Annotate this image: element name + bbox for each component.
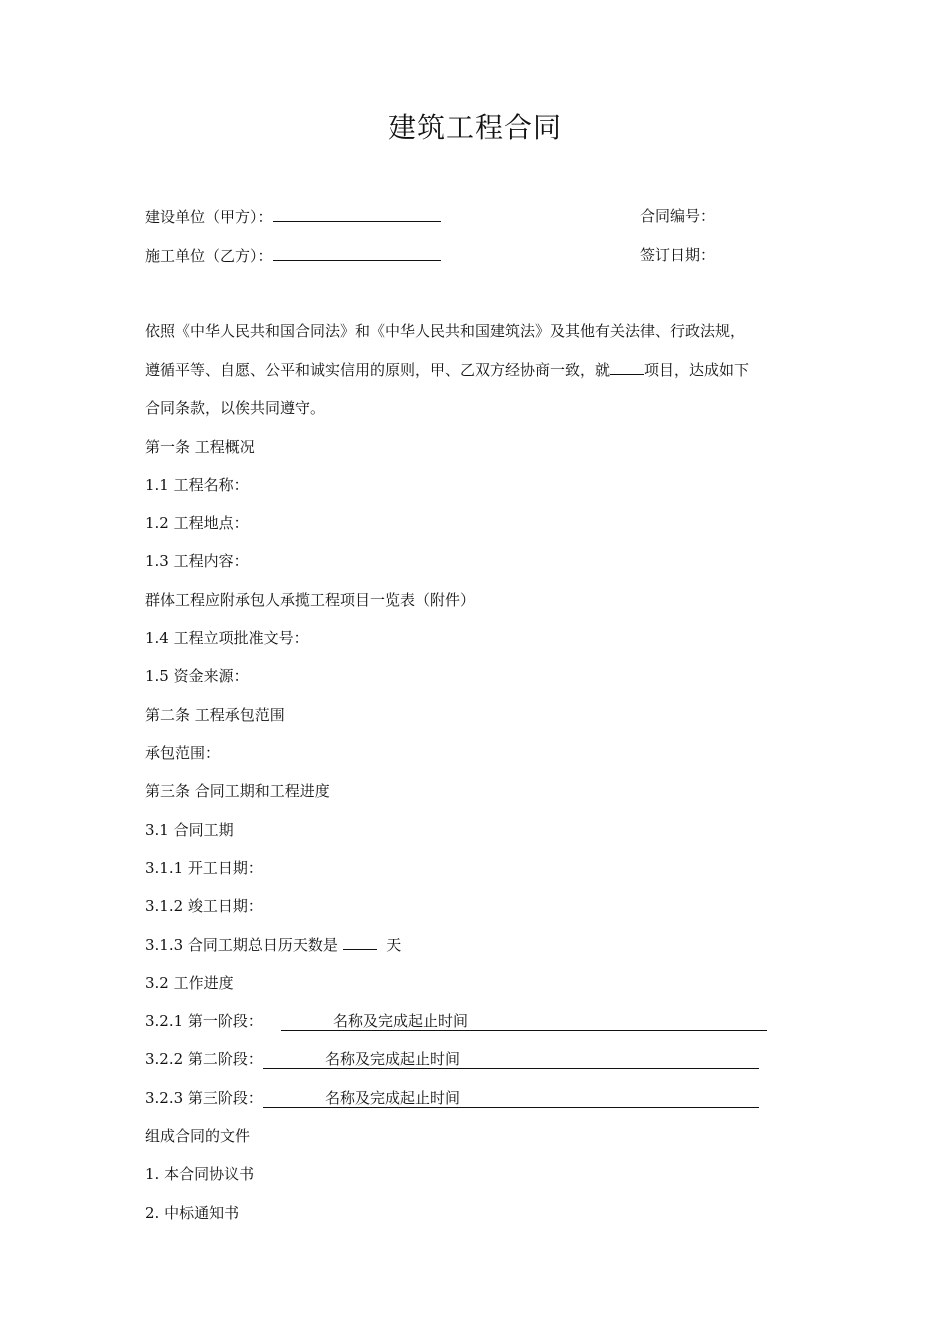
document-title: 建筑工程合同: [387, 111, 562, 144]
phase-3-label: 3.2.3 第三阶段：: [145, 1089, 263, 1107]
document-item-2: 2. 中标通知书: [145, 1204, 240, 1222]
section-3-1-1: 3.1.1 开工日期：: [145, 859, 263, 877]
section-3-1-3: [145, 934, 401, 955]
section-1-1: 1.1 工程名称：: [145, 476, 249, 494]
party-a-blank[interactable]: [273, 206, 441, 222]
section-3-1: 3.1 合同工期: [145, 821, 234, 839]
party-a-line: [145, 206, 441, 227]
contract-documents-heading: 组成合同的文件: [145, 1127, 251, 1145]
phase-3-line: [145, 1088, 759, 1108]
intro-line-2-end: 项目，达成如下: [644, 361, 750, 379]
intro-line-3: 合同条款，以俟共同遵守。: [145, 399, 326, 417]
total-days-label: 3.1.3 合同工期总日历天数是: [145, 936, 338, 954]
days-unit: 天: [386, 936, 402, 954]
total-days-blank[interactable]: [343, 934, 377, 950]
phase-2-field[interactable]: 名称及完成起止时间: [263, 1051, 759, 1069]
project-blank[interactable]: [610, 359, 644, 375]
party-b-blank[interactable]: [273, 245, 441, 261]
article-1-heading: 第一条 工程概况: [145, 438, 255, 456]
party-b-line: [145, 245, 441, 266]
phase-1-field[interactable]: 名称及完成起止时间: [281, 1013, 767, 1031]
article-3-heading: 第三条 合同工期和工程进度: [145, 782, 330, 800]
phase-2-label: 3.2.2 第二阶段：: [145, 1050, 263, 1068]
intro-line-2: [145, 359, 749, 380]
document-item-1: 1. 本合同协议书: [145, 1165, 255, 1183]
phase-3-field[interactable]: 名称及完成起止时间: [263, 1090, 759, 1108]
party-b-label: 施工单位（乙方）：: [145, 247, 273, 265]
article-2-heading: 第二条 工程承包范围: [145, 706, 285, 724]
contract-no-label: 合同编号：: [640, 207, 716, 225]
section-1-2: 1.2 工程地点：: [145, 514, 249, 532]
section-3-1-2: 3.1.2 竣工日期：: [145, 897, 263, 915]
section-1-4: 1.4 工程立项批准文号：: [145, 629, 309, 647]
intro-line-1: 依照《中华人民共和国合同法》和《中华人民共和国建筑法》及其他有关法律、行政法规，: [145, 322, 746, 340]
group-project-note: 群体工程应附承包人承揽工程项目一览表（附件）: [145, 591, 476, 609]
scope-label: 承包范围：: [145, 744, 221, 762]
sign-date-label: 签订日期：: [640, 246, 716, 264]
phase-1-label: 3.2.1 第一阶段：: [145, 1012, 263, 1030]
party-a-label: 建设单位（甲方）：: [145, 208, 273, 226]
phase-2-line: [145, 1049, 759, 1069]
section-1-3: 1.3 工程内容：: [145, 552, 249, 570]
intro-line-2-start: 遵循平等、自愿、公平和诚实信用的原则，甲、乙双方经协商一致，就: [145, 361, 611, 379]
phase-1-line: [145, 1011, 767, 1031]
section-3-2: 3.2 工作进度: [145, 974, 234, 992]
section-1-5: 1.5 资金来源：: [145, 667, 249, 685]
